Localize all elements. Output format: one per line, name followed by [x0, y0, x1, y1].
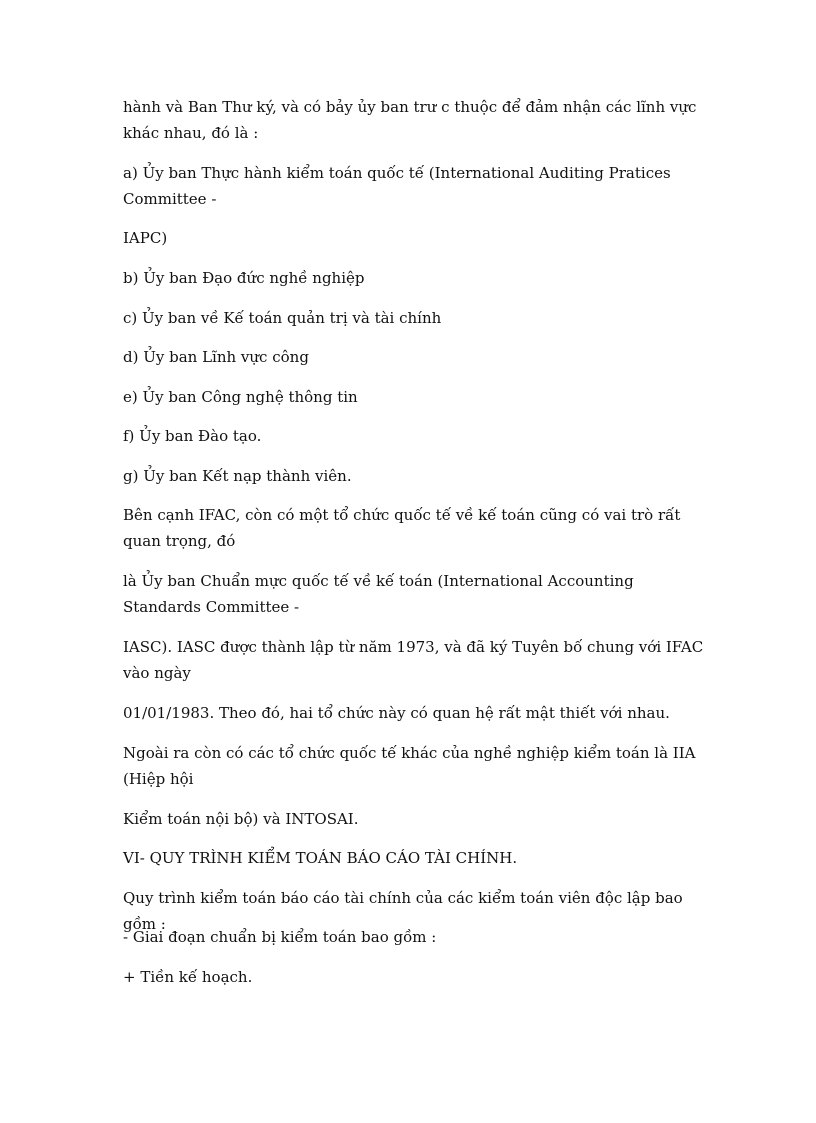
list-item-e: e) Ủy ban Công nghệ thông tin	[123, 388, 358, 406]
list-item-b: b) Ủy ban Đạo đức nghề nghiệp	[123, 269, 365, 287]
list-item-pre-planning: + Tiền kế hoạch.	[123, 968, 253, 986]
list-item-a-continued: IAPC)	[123, 229, 168, 247]
paragraph-date: 01/01/1983. Theo đó, hai tổ chức này có quan hệ rất mật thiết với nhau.	[123, 704, 670, 722]
paragraph-other-orgs: Ngoài ra còn có các tổ chức quốc tế khác của nghề nghiệp kiểm toán là IIA (Hiệp hội	[123, 744, 696, 788]
list-item-f: f) Ủy ban Đào tạo.	[123, 427, 262, 445]
paragraph-process: Quy trình kiểm toán báo cáo tài chính của các kiểm toán viên độc lập bao gồm :	[123, 889, 683, 933]
paragraph-ifac: Bên cạnh IFAC, còn có một tổ chức quốc tế về kế toán cũng có vai trò rất quan trọng, đó	[123, 506, 681, 550]
section-heading: VI- QUY TRÌNH KIỂM TOÁN BÁO CÁO TÀI CHÍNH.	[123, 849, 518, 867]
paragraph-intosai: Kiểm toán nội bộ) và INTOSAI.	[123, 810, 359, 828]
list-item-preparation: - Giai đoạn chuẩn bị kiểm toán bao gồm :	[123, 928, 437, 946]
list-item-c: c) Ủy ban về Kế toán quản trị và tài chính	[123, 309, 442, 327]
list-item-g: g) Ủy ban Kết nạp thành viên.	[123, 467, 352, 485]
list-item-a: a) Ủy ban Thực hành kiểm toán quốc tế (International Auditing Pratices Committee -	[123, 164, 671, 208]
list-item-d: d) Ủy ban Lĩnh vực công	[123, 348, 309, 366]
paragraph-committees-intro: hành và Ban Thư ký, và có bảy ủy ban trư c thuộc để đảm nhận các lĩnh vực khác nhau, đó là :	[123, 98, 697, 142]
paragraph-iasc-founded: IASC). IASC được thành lập từ năm 1973, và đã ký Tuyên bố chung với IFAC vào ngày	[123, 638, 704, 682]
paragraph-iasc: là Ủy ban Chuẩn mực quốc tế về kế toán (International Accounting Standards Committee -	[123, 572, 634, 616]
